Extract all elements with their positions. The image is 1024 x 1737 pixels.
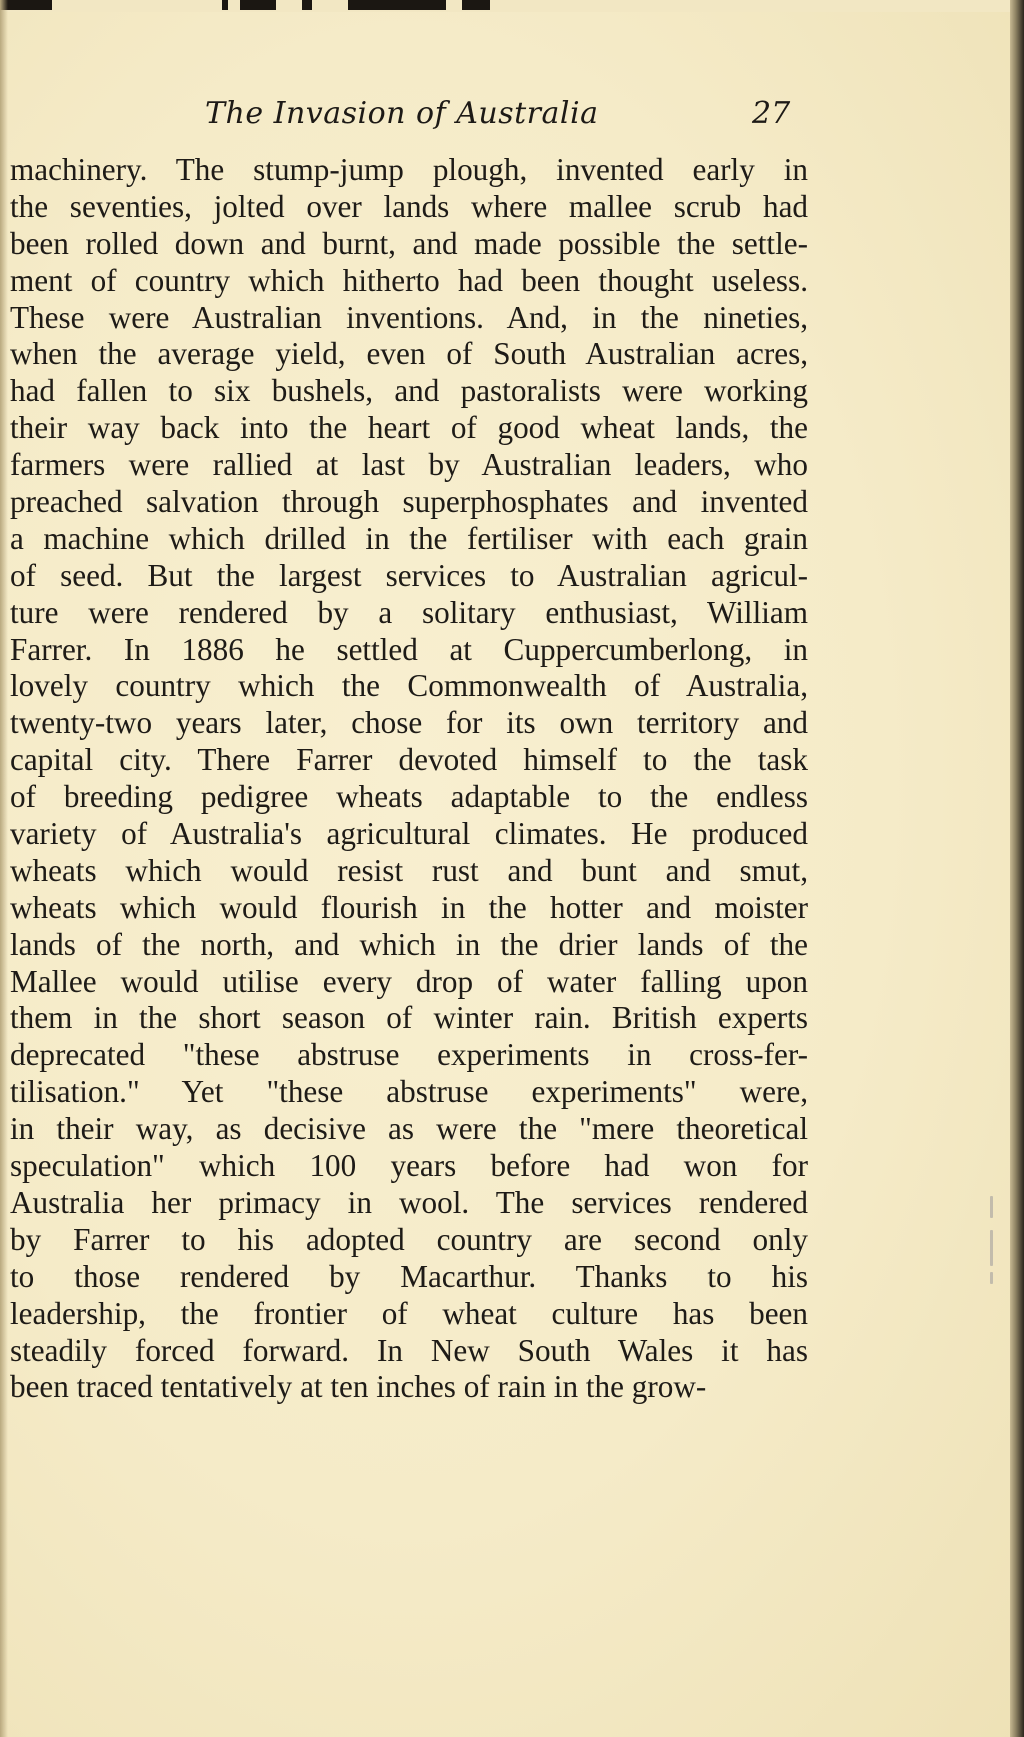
text-line: been traced tentatively at ten inches of rain in the grow-: [10, 1369, 707, 1405]
text-line: variety of Australia's agricultural climates. He produced: [10, 816, 808, 852]
text-line: preached salvation through superphosphates and invented: [10, 484, 808, 520]
text-line: Farrer. In 1886 he settled at Cuppercumberlong, in: [10, 631, 808, 667]
margin-pencil-mark: [990, 1272, 993, 1284]
body-paragraph: [10, 152, 808, 1406]
top-edge-mark: [222, 0, 228, 10]
page-number: 27: [752, 96, 791, 131]
text-line: a machine which drilled in the fertiliser with each grain: [10, 520, 808, 556]
margin-pencil-mark: [990, 1196, 993, 1218]
text-line: tilisation." Yet "these abstruse experiments" were,: [10, 1074, 808, 1110]
text-line: ture were rendered by a solitary enthusiast, William: [10, 594, 808, 630]
running-header: [0, 92, 1024, 142]
spine-shadow: [0, 0, 8, 1737]
text-line: deprecated "these abstruse experiments in cross-fer-: [10, 1037, 808, 1073]
text-line: twenty-two years later, chose for its own territory and: [10, 705, 808, 741]
text-line: had fallen to six bushels, and pastoralists were working: [10, 373, 808, 409]
text-line: when the average yield, even of South Australian acres,: [10, 336, 808, 372]
text-line: wheats which would resist rust and bunt and smut,: [10, 852, 808, 888]
text-line: leadership, the frontier of wheat culture has been: [10, 1295, 808, 1331]
text-line: in their way, as decisive as were the "mere theoretical: [10, 1111, 808, 1147]
text-line: machinery. The stump-jump plough, invented early in: [10, 152, 808, 187]
text-line: Australia her primacy in wool. The services rendered: [10, 1184, 808, 1220]
text-line: farmers were rallied at last by Australian leaders, who: [10, 447, 808, 483]
text-line: by Farrer to his adopted country are second only: [10, 1221, 808, 1257]
text-line: the seventies, jolted over lands where mallee scrub had: [10, 188, 808, 224]
top-edge-mark: [462, 0, 490, 10]
page-edge: [1010, 0, 1024, 1737]
text-line: wheats which would flourish in the hotter and moister: [10, 889, 808, 925]
text-line: been rolled down and burnt, and made possible the settle-: [10, 225, 808, 261]
text-line: steadily forced forward. In New South Wales it has: [10, 1332, 808, 1368]
text-line: These were Australian inventions. And, in the nineties,: [10, 299, 808, 335]
running-title: The Invasion of Australia: [205, 96, 599, 131]
top-edge: [0, 0, 1024, 12]
margin-pencil-mark: [990, 1230, 993, 1266]
top-edge-mark: [348, 0, 446, 10]
text-line: them in the short season of winter rain. British experts: [10, 1000, 808, 1036]
top-edge-mark: [240, 0, 276, 10]
text-line: Mallee would utilise every drop of water falling upon: [10, 963, 808, 999]
text-line: lovely country which the Commonwealth of Australia,: [10, 668, 808, 704]
top-edge-mark: [302, 0, 312, 10]
text-line: of breeding pedigree wheats adaptable to the endless: [10, 779, 808, 815]
text-line: their way back into the heart of good wheat lands, the: [10, 410, 808, 446]
text-line: speculation" which 100 years before had won for: [10, 1148, 808, 1184]
text-line: ment of country which hitherto had been thought useless.: [10, 262, 808, 298]
text-line: lands of the north, and which in the drier lands of the: [10, 926, 808, 962]
text-line: of seed. But the largest services to Australian agricul-: [10, 557, 808, 593]
text-line: to those rendered by Macarthur. Thanks to his: [10, 1258, 808, 1294]
text-line: capital city. There Farrer devoted himself to the task: [10, 742, 808, 778]
